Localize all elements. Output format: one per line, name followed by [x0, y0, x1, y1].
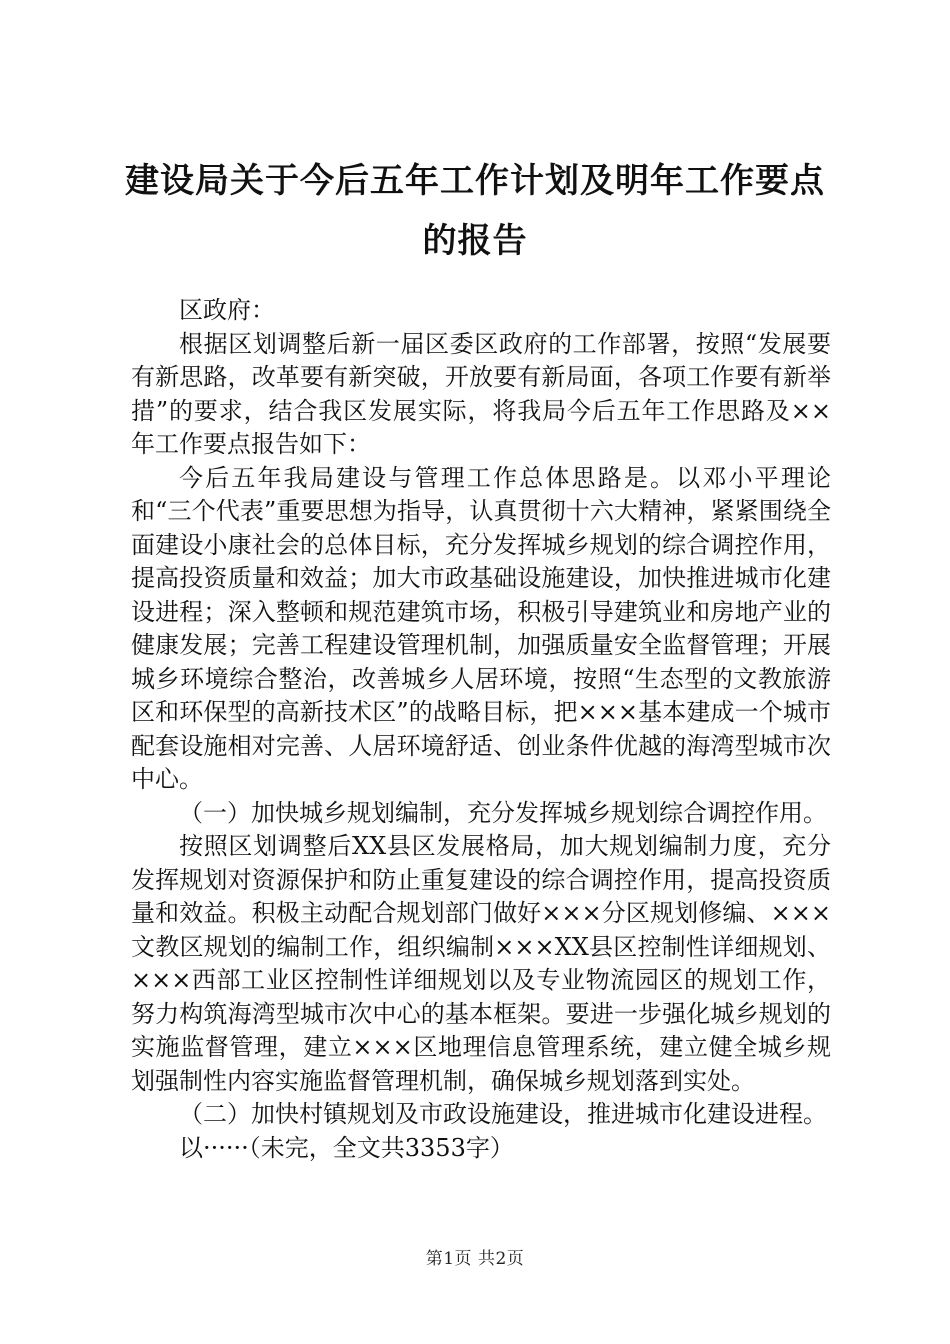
- salutation: 区政府：: [179, 296, 275, 324]
- page-number-footer: 第1页 共2页: [425, 1249, 525, 1269]
- paragraph-overall-approach: 今后五年我局建设与管理工作总体思路是。以邓小平理论和“三个代表”重要思想为指导，认真贯彻十六大精神，紧紧围绕全面建设小康社会的总体目标，充分发挥城乡规划的综合调控作用，提高投资质量和效益；加大市政基础设施建设，加快推进城市化建设进程；深入整顿和规范建筑市场，积极引导建筑业和房地产业的健康发展；完善工程建设管理机制，加强质量安全监督管理；开展城乡环境综合整治，改善城乡人居环境，按照“生态型的文教旅游区和环保型的高新技术区”的战略目标，把×××基本建成一个城市配套设施相对完善、人居环境舒适、创业条件优越的海湾型城市次中心。: [131, 463, 831, 793]
- section-heading-1: （一）加快城乡规划编制，充分发挥城乡规划综合调控作用。: [179, 798, 827, 827]
- document-body: [131, 294, 831, 1165]
- document-title-line-2: 的报告: [422, 221, 528, 261]
- section-heading-2: （二）加快村镇规划及市政设施建设，推进城市化建设进程。: [179, 1100, 827, 1128]
- paragraph-intro: 根据区划调整后新一届区委区政府的工作部署，按照“发展要有新思路，改革要有新突破，开放要有新局面，各项工作要有新举措”的要求，结合我区发展实际，将我局今后五年工作思路及××年工作要点报告如下：: [131, 329, 831, 458]
- document-title-line-1: 建设局关于今后五年工作计划及明年工作要点: [125, 161, 825, 201]
- paragraph-planning: 按照区划调整后XX县区发展格局，加大规划编制力度，充分发挥规划对资源保护和防止重复建设的综合调控作用，提高投资质量和效益。积极主动配合规划部门做好×××分区规划修编、×××文教区规划的编制工作，组织编制×××XX县区控制性详细规划、×××西部工业区控制性详细规划以及专业物流园区的规划工作，努力构筑海湾型城市次中心的基本框架。要进一步强化城乡规划的实施监督管理，建立×××区地理信息管理系统，建立健全城乡规划强制性内容实施监督管理机制，确保城乡规划落到实处。: [131, 832, 831, 1095]
- paragraph-truncated-note: 以······（未完，全文共3353字）: [179, 1133, 514, 1162]
